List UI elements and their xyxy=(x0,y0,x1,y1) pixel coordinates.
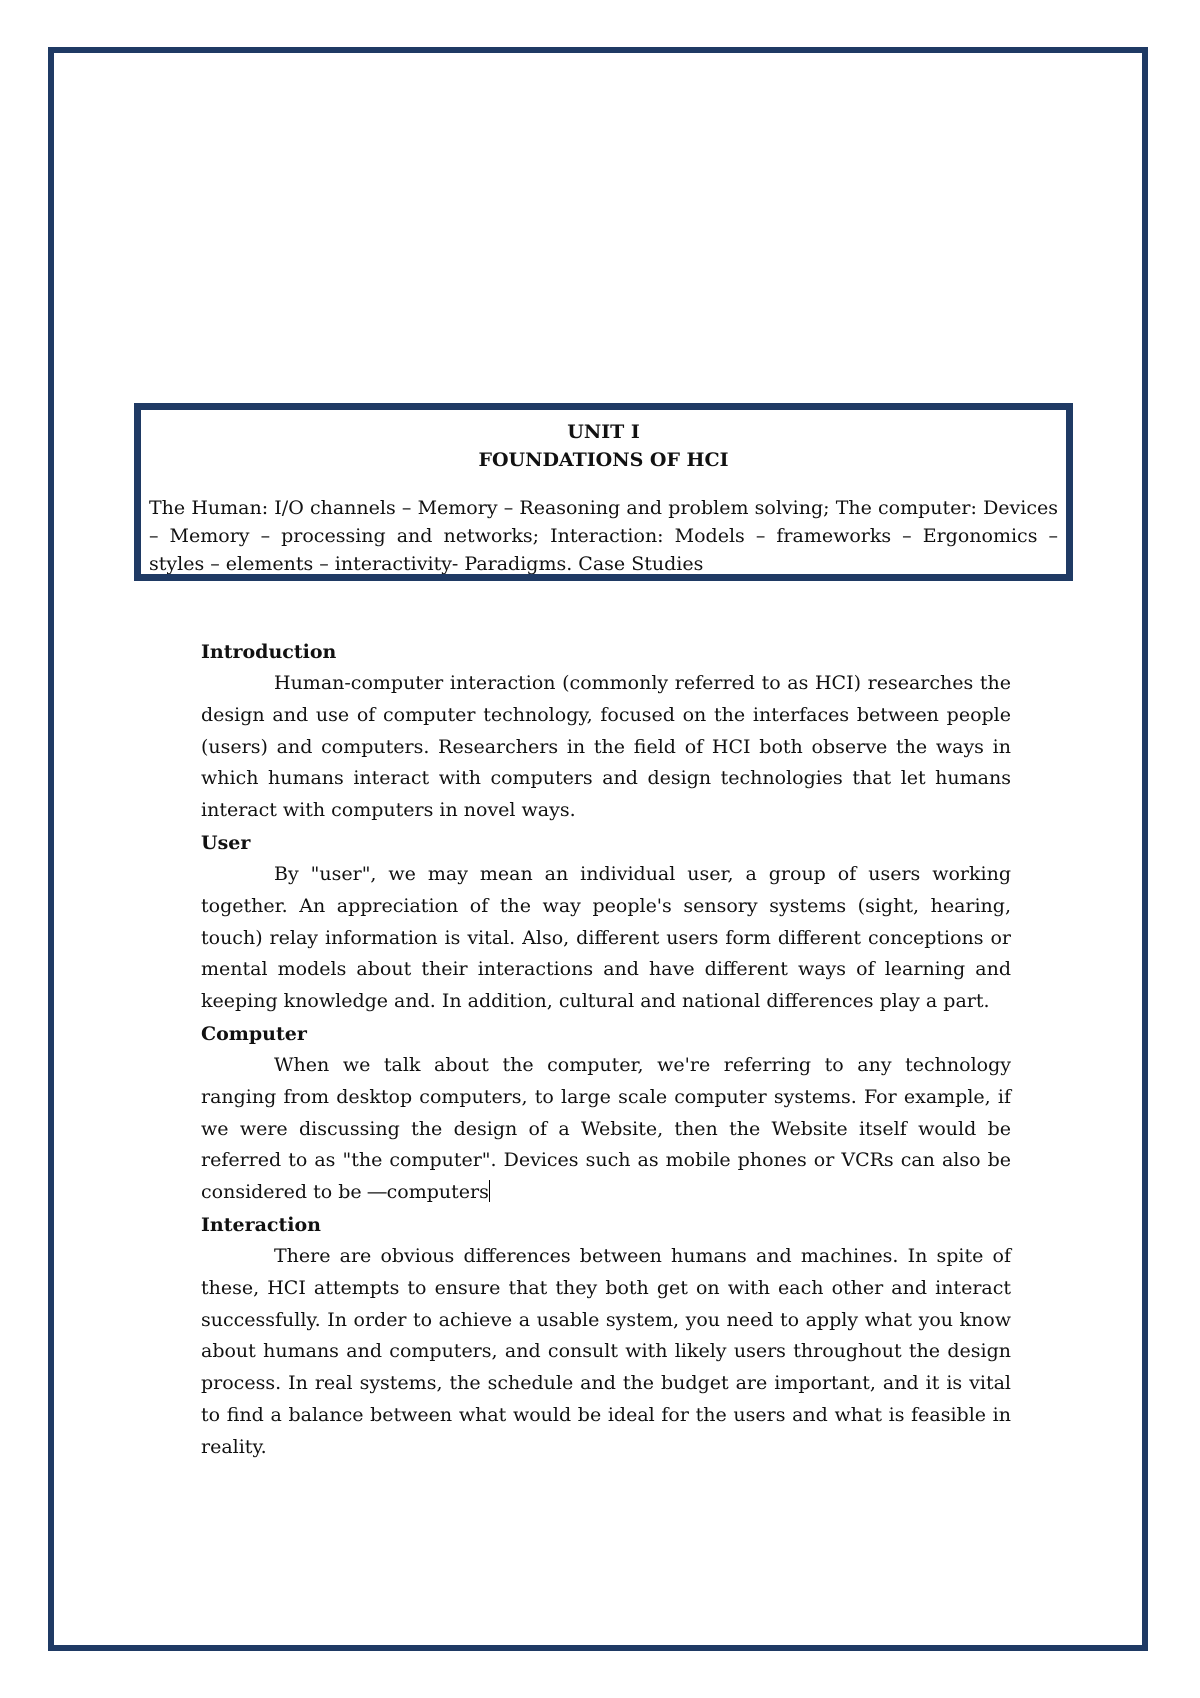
section-heading: Computer xyxy=(201,1022,307,1045)
unit-label: UNIT I xyxy=(567,421,640,443)
section-paragraph: By "user", we may mean an individual user, a group of users working together. An appreciation of the way people's sensory systems (sight, hearing, touch) relay information is vital. Also, different users form different conceptions or mental models about their interactions and have different ways of learning and keeping knowledge and. In addition, cultural and national differences play a part. xyxy=(201,862,1011,1013)
section-heading: Introduction xyxy=(201,641,337,663)
section-paragraph: Human-computer interaction (commonly referred to as HCI) researches the design and use of computer technology, focused on the interfaces between people (users) and computers. Researchers in the field of HCI both observe the ways in which humans interact with computers and design technologies that let humans interact with computers in novel ways. xyxy=(201,672,1011,822)
section-paragraph: When we talk about the computer, we're referring to any technology ranging from desktop computers, to large scale computer systems. For example, if we were discussing the design of a Website, then the Website itself would be referred to as "the computer". Devices such as mobile phones or VCRs can also be considered to be ―computers xyxy=(201,1053,1011,1204)
section-introduction xyxy=(201,636,1011,827)
section-heading: Interaction xyxy=(201,1213,321,1236)
section-computer xyxy=(201,1018,1011,1209)
document-body xyxy=(201,636,1011,1464)
unit-title: FOUNDATIONS OF HCI xyxy=(478,449,729,471)
unit-syllabus: The Human: I/O channels – Memory – Reasoning and problem solving; The computer: Devices – Memory – processing and networks; Interaction: Models – frameworks – Ergonomics – styles – elements – interactivity- Paradigms. Case Studies xyxy=(149,497,1058,575)
unit-summary-box xyxy=(134,403,1073,581)
section-user xyxy=(201,827,1011,1018)
section-heading: User xyxy=(201,831,251,854)
section-interaction xyxy=(201,1209,1011,1464)
text-cursor xyxy=(489,1180,490,1202)
section-paragraph: There are obvious differences between humans and machines. In spite of these, HCI attempts to ensure that they both get on with each other and interact successfully. In order to achieve a usable system, you need to apply what you know about humans and computers, and consult with likely users throughout the design process. In real systems, the schedule and the budget are important, and it is vital to find a balance between what would be ideal for the users and what is feasible in reality. xyxy=(201,1244,1011,1458)
